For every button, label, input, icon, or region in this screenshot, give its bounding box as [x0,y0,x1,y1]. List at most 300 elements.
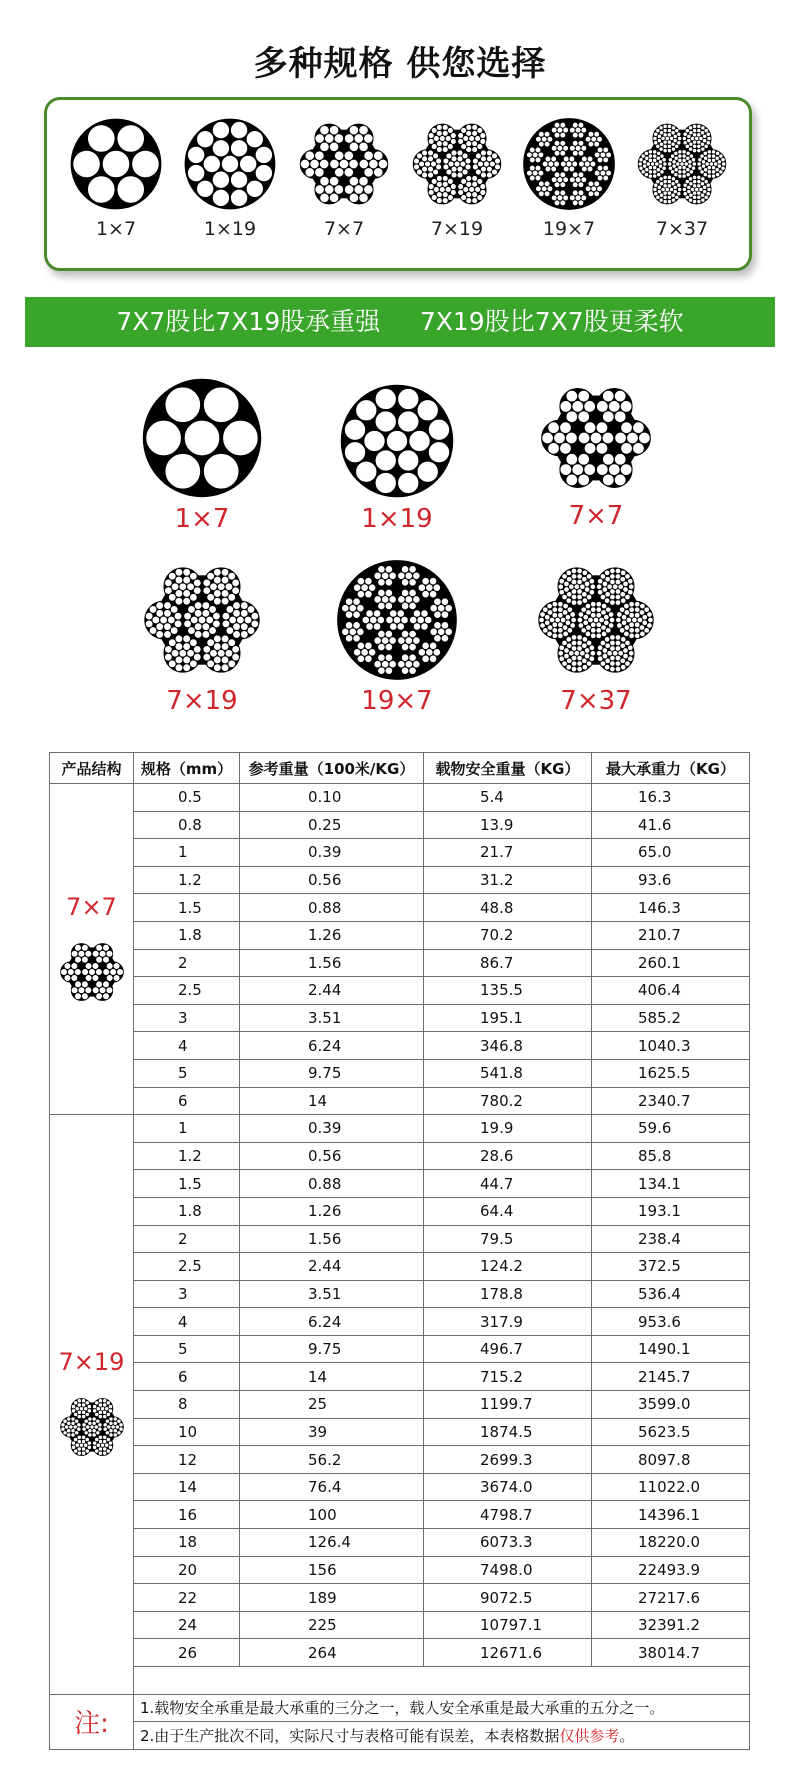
header-structure: 产品结构 [50,753,134,784]
wire [469,136,475,142]
wire [629,628,634,633]
wire [577,635,582,640]
max-load-cell: 38014.7 [592,1639,750,1667]
wire [414,164,420,170]
wire [190,639,197,646]
wire [716,173,720,177]
wire [209,627,216,634]
wire [428,133,434,139]
wire [63,1431,67,1435]
wire [575,146,581,152]
wire [712,154,716,158]
wire [577,617,582,622]
wire [584,161,590,167]
wire [660,154,664,158]
wire [560,190,566,196]
wire [639,625,644,630]
wire [551,156,557,162]
max-load-cell: 11022.0 [592,1473,750,1501]
wire [477,128,483,134]
wire [566,390,577,401]
wire [667,180,671,184]
wire [560,150,566,156]
wire [359,126,368,135]
wire [209,606,216,613]
wire [570,177,576,183]
wire [369,159,378,168]
wire [601,631,606,636]
wire [119,1423,123,1427]
wire [701,198,705,202]
structure-name: 7×7 [66,893,117,922]
wire [436,176,442,182]
wire [554,190,560,196]
wire [99,950,106,957]
wire [232,653,239,660]
weight-cell: 14 [240,1363,424,1391]
size-cell: 1.5 [134,894,240,922]
wire [620,592,625,597]
wire [635,613,640,618]
wire [601,625,606,630]
wire [442,182,448,188]
wire [462,169,468,175]
wire [678,154,682,158]
wire [617,623,622,628]
wire [559,656,564,661]
weight-cell: 1.26 [240,1197,424,1225]
wire [565,620,570,625]
wire [653,174,657,178]
wire [428,172,434,178]
wire [584,422,595,433]
wire [685,144,689,148]
wire [560,422,571,433]
wire [693,191,697,195]
wire [458,139,464,145]
wire [678,174,682,178]
wire [409,566,416,573]
wire [617,612,622,617]
wire [375,450,397,472]
wire [255,146,272,163]
wire [554,182,560,188]
table-row [50,1115,750,1143]
wire [401,579,408,586]
wire [567,577,572,582]
wire [60,1427,64,1431]
wire [707,174,711,178]
wire [706,183,710,187]
wire [628,590,633,595]
wire [334,185,343,194]
wire [378,654,385,661]
wire [552,613,557,618]
wire [409,430,431,452]
wire [605,577,610,582]
wire [692,162,696,166]
safe-load-cell: 124.2 [424,1253,592,1281]
wire [633,443,644,454]
wire [615,661,620,666]
wire [616,617,621,622]
wire [214,656,221,663]
wire [475,169,481,175]
wire [378,630,385,637]
wire [667,144,671,148]
wire [663,184,667,188]
max-load-cell: 3599.0 [592,1391,750,1419]
weight-cell: 156 [240,1556,424,1584]
wire [693,195,697,199]
wire [230,189,247,206]
wire [389,572,396,579]
wire [644,151,648,155]
wire [538,152,544,158]
wire [699,187,703,191]
wire [382,572,389,579]
wire [145,620,152,627]
wire [436,182,442,188]
weight-cell: 6.24 [240,1032,424,1060]
wire [66,1433,70,1437]
wire [325,185,334,194]
wire [145,420,182,457]
wire [593,617,598,622]
wire [563,631,568,636]
wire [357,578,364,585]
wire [413,596,420,603]
wire [233,623,240,630]
wire [70,1422,74,1426]
size-cell: 6 [134,1087,240,1115]
wire [451,172,457,178]
max-load-cell: 2145.7 [592,1363,750,1391]
wire [462,153,468,159]
wire [582,166,588,172]
wire [361,584,368,591]
wire [693,140,697,144]
wire [466,147,472,153]
wire [156,631,163,638]
wire [552,602,557,607]
wire [665,187,669,191]
wire [675,180,679,184]
wire [349,605,356,612]
wire [594,141,600,147]
wire [329,177,338,186]
wire [578,432,589,443]
wire [610,594,615,599]
wire [369,584,376,591]
safe-load-cell: 6073.3 [424,1529,592,1557]
size-cell: 3 [134,1280,240,1308]
wire [571,666,576,671]
wire [221,664,228,671]
wire [71,950,78,957]
wire [472,176,478,182]
wire [85,987,92,994]
wire [558,622,563,627]
wire [397,411,419,433]
wire [87,1446,91,1450]
wire [106,1438,110,1442]
wire [131,150,159,178]
wire [707,154,711,158]
wire [357,591,364,598]
max-load-cell: 93.6 [592,866,750,894]
wire [385,602,392,609]
wire [463,136,469,142]
wire [663,144,667,148]
wire [577,655,582,660]
wire [386,616,393,623]
wire [700,170,704,174]
wire [596,622,601,627]
wire [677,132,681,136]
wire [594,181,600,187]
wire [359,159,368,168]
wire [610,574,615,579]
wire [66,1417,70,1421]
wire [663,191,667,195]
wire [433,153,439,159]
wire [345,598,352,605]
wire [116,1431,120,1435]
safe-load-cell: 2699.3 [424,1446,592,1474]
wire [83,1444,87,1448]
wire [657,173,661,177]
wire [615,568,620,573]
wire [73,1401,77,1405]
wire [214,664,221,671]
structure-cell [50,784,134,1115]
wire [701,147,705,151]
wire [648,170,652,174]
wire [92,963,99,970]
wire [653,158,657,162]
wire [712,170,716,174]
wire [466,192,472,198]
note-text [134,1722,750,1750]
wire [413,610,420,617]
wire [539,191,545,197]
wire [610,640,615,645]
wire [401,566,408,573]
table-row [50,921,750,949]
wire [102,969,109,976]
wire [397,610,404,617]
wire [81,1440,85,1444]
wire [591,136,597,142]
wire [160,616,167,623]
wire [116,969,123,976]
wire [445,628,452,635]
wire [117,124,145,152]
wire [639,166,643,170]
wire [529,175,535,181]
wire [60,969,67,976]
wire [597,165,603,171]
wire [582,592,587,597]
wire [212,189,229,206]
size-cell: 1 [134,839,240,867]
wire [663,195,667,199]
wire [683,192,687,196]
table-row [50,1391,750,1419]
wire [74,969,81,976]
wire [466,131,472,137]
wire [111,1425,115,1429]
wire [577,568,582,573]
wire [106,963,113,970]
wire [472,131,478,137]
wire [430,591,437,598]
wire [697,200,701,204]
wire [169,660,176,667]
wire [445,187,451,193]
table-row [50,1142,750,1170]
wire [74,1420,78,1424]
wire [385,579,392,586]
wire [579,161,585,167]
wire [614,474,625,485]
note-body: 2.由于生产批次不同，实际尺寸与表格可能有误差，本表格数据 [140,1726,560,1745]
wire [353,611,360,618]
wire [188,627,195,634]
wire [584,587,589,592]
table-body [50,784,750,1750]
wire [100,1444,104,1448]
wire [71,1409,75,1413]
safe-load-cell: 12671.6 [424,1639,592,1667]
wire [221,597,228,604]
wire [353,635,360,642]
wire [603,474,614,485]
safe-load-cell: 9072.5 [424,1584,592,1612]
wire [619,628,624,633]
wire [422,156,428,162]
wire [74,944,81,951]
wire [633,422,644,433]
max-load-cell: 41.6 [592,811,750,839]
wire [690,187,694,191]
wire [578,390,589,401]
safe-load-cell: 79.5 [424,1225,592,1253]
wire [682,150,686,154]
wire [439,136,445,142]
wire [560,161,566,167]
table-spacer-row [50,1667,750,1695]
wire [389,637,396,644]
wire [571,589,576,594]
wire [693,180,697,184]
wire [77,1399,81,1403]
wire [66,1422,70,1426]
wire [602,581,607,586]
wire [484,161,490,167]
wire [374,151,383,160]
wire [473,164,479,170]
wire [441,622,448,629]
wire [596,443,607,454]
wire [85,963,92,970]
size-cell: 8 [134,1391,240,1419]
wire [563,156,569,162]
wire [653,187,657,191]
wire [241,631,248,638]
wire [71,1441,75,1445]
wire [466,198,472,204]
wire [441,611,448,618]
wire [648,154,652,158]
wire [183,656,190,663]
wire [210,583,217,590]
strand-1x7-icon [70,118,162,210]
weight-cell: 9.75 [240,1059,424,1087]
wire [663,129,667,133]
wire [108,1409,112,1413]
size-cell: 1.2 [134,1142,240,1170]
wire [373,623,380,630]
wire [558,602,563,607]
wire [623,581,628,586]
table-row [50,1087,750,1115]
wire [457,172,463,178]
wire [600,152,606,158]
size-cell: 18 [134,1529,240,1557]
wire [187,146,204,163]
wire [578,150,584,156]
wire [560,200,566,206]
wire [722,162,726,166]
wire [451,166,457,172]
wire [588,141,594,147]
wire [577,666,582,671]
wire [574,584,579,589]
wire [106,1425,110,1429]
wire [345,611,352,618]
wire [577,640,582,645]
wire [422,642,429,649]
max-load-cell: 65.0 [592,839,750,867]
wire [344,419,366,441]
wire [370,616,377,623]
wire [695,187,699,191]
wire [451,190,457,196]
wire [570,612,575,617]
wire [434,622,441,629]
wire [683,141,687,145]
wire [610,635,615,640]
wire [693,200,697,204]
wire [422,172,428,178]
wire [565,615,570,620]
wire [591,613,596,618]
wire [354,649,361,656]
wire [443,164,449,170]
wire [194,579,201,586]
wire [203,386,240,423]
safe-load-cell: 1199.7 [424,1391,592,1419]
wire [232,587,239,594]
wire [103,1427,107,1431]
wire [554,172,560,178]
wire [225,583,232,590]
table-row [50,784,750,812]
wire [584,443,595,454]
wire [454,161,460,167]
